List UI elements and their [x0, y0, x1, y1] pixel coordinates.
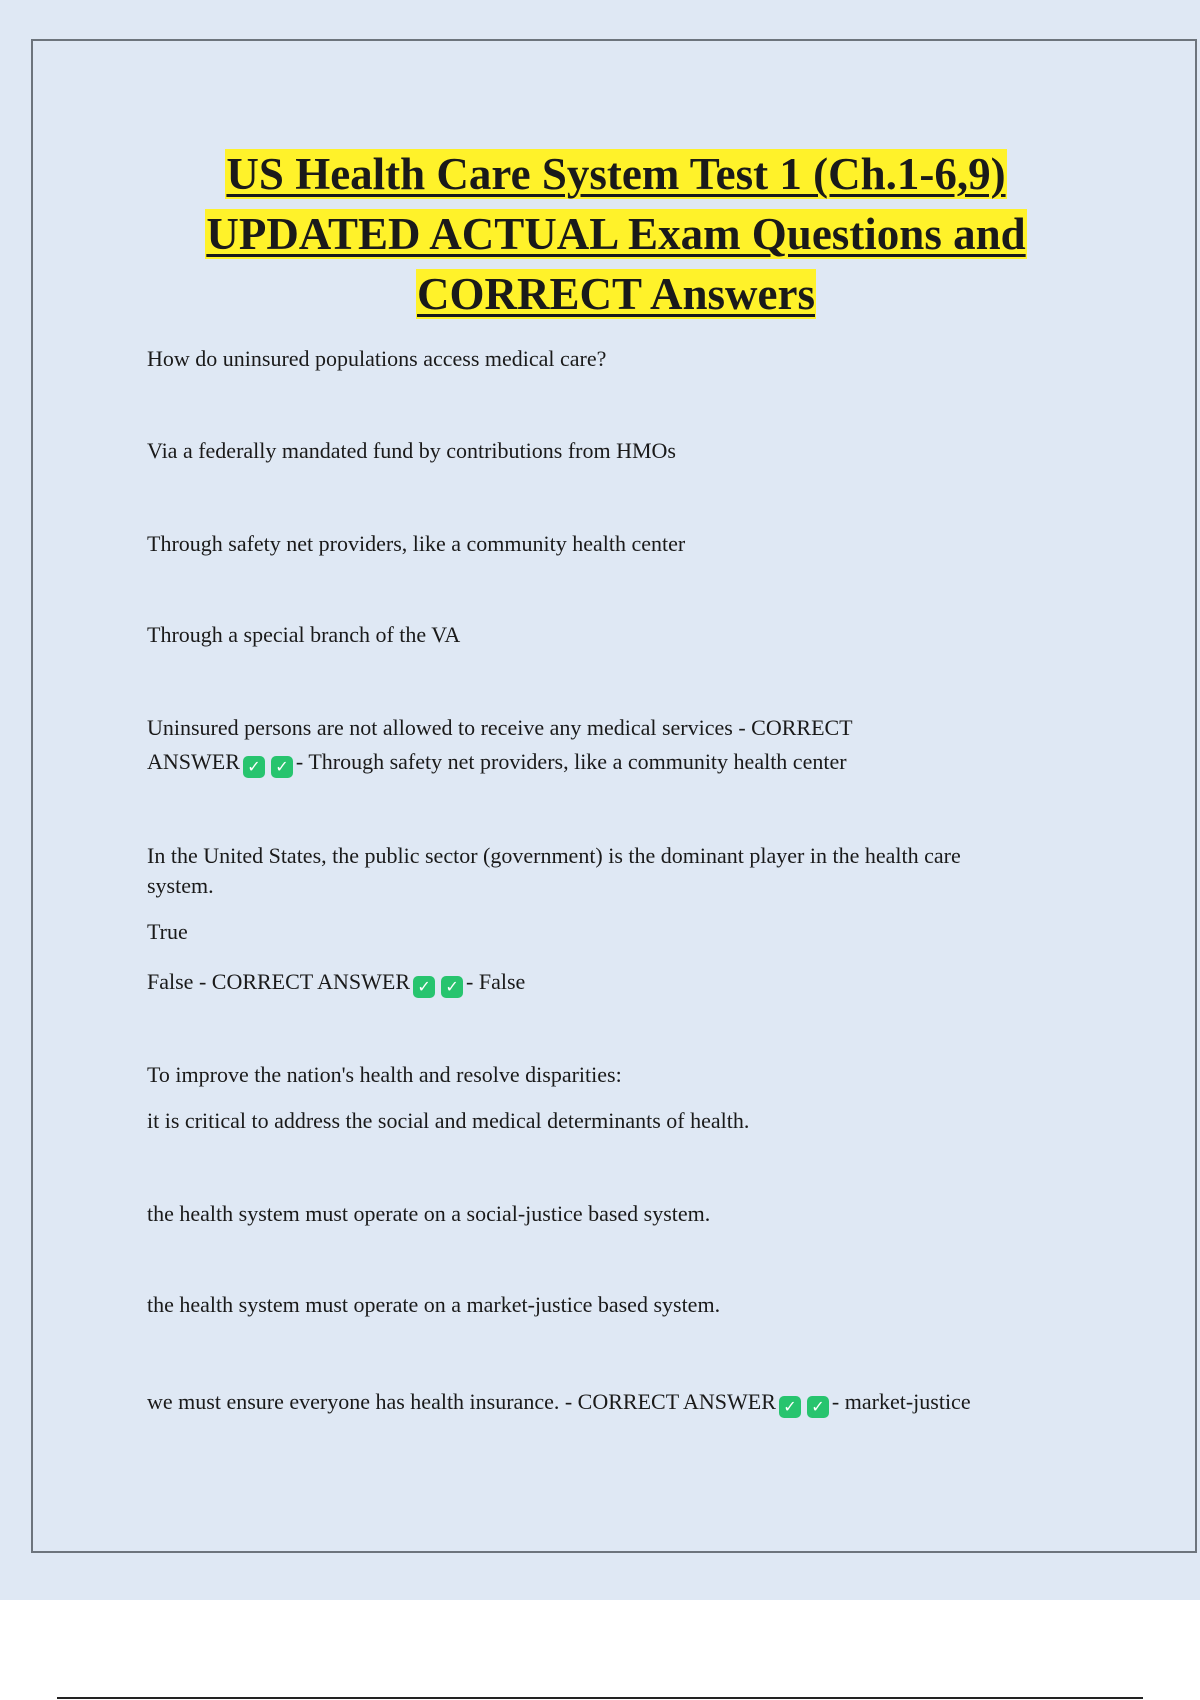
- q1-option-d: Uninsured persons are not allowed to receive any medical services - CORRECT: [147, 715, 853, 740]
- q1-option-a: Via a federally mandated fund by contributions from HMOs: [147, 438, 676, 463]
- answer-label: False - CORRECT ANSWER: [147, 969, 411, 994]
- question-2-line-1: In the United States, the public sector (government) is the dominant player in the health care: [147, 843, 961, 868]
- question-3: To improve the nation's health and resolve disparities:: [147, 1062, 622, 1087]
- check-box-icon: ✓: [271, 756, 293, 778]
- answer-text: - Through safety net providers, like a community health center: [295, 749, 847, 774]
- q1-option-c: Through a special branch of the VA: [147, 622, 461, 647]
- question-2-line-2: system.: [147, 873, 214, 898]
- q1-answer: [147, 745, 847, 779]
- check-box-icon: ✓: [779, 1396, 801, 1418]
- q3-option-c: the health system must operate on a market-justice based system.: [147, 1292, 721, 1317]
- title-line-3: CORRECT Answers: [417, 269, 815, 319]
- q3-option-b: the health system must operate on a social-justice based system.: [147, 1201, 711, 1226]
- q2-option-true: True: [147, 919, 188, 944]
- title-line-1: US Health Care System Test 1 (Ch.1-6,9): [226, 149, 1006, 199]
- q3-option-a: it is critical to address the social and medical determinants of health.: [147, 1108, 750, 1133]
- check-box-icon: ✓: [441, 976, 463, 998]
- q3-answer: [147, 1385, 971, 1419]
- q1-option-b: Through safety net providers, like a community health center: [147, 531, 686, 556]
- answer-label: ANSWER: [147, 749, 240, 774]
- check-box-icon: ✓: [243, 756, 265, 778]
- answer-text: - market-justice: [831, 1389, 971, 1414]
- check-box-icon: ✓: [807, 1396, 829, 1418]
- title-line-2: UPDATED ACTUAL Exam Questions and: [206, 209, 1026, 259]
- bottom-divider: [57, 1697, 1143, 1699]
- document-page: [31, 39, 1197, 1553]
- answer-label: we must ensure everyone has health insurance. - CORRECT ANSWER: [147, 1389, 776, 1414]
- check-box-icon: ✓: [413, 976, 435, 998]
- answer-text: - False: [466, 969, 526, 994]
- question-1: How do uninsured populations access medical care?: [147, 346, 607, 371]
- document-title: [33, 144, 1199, 324]
- q2-answer: [147, 965, 525, 999]
